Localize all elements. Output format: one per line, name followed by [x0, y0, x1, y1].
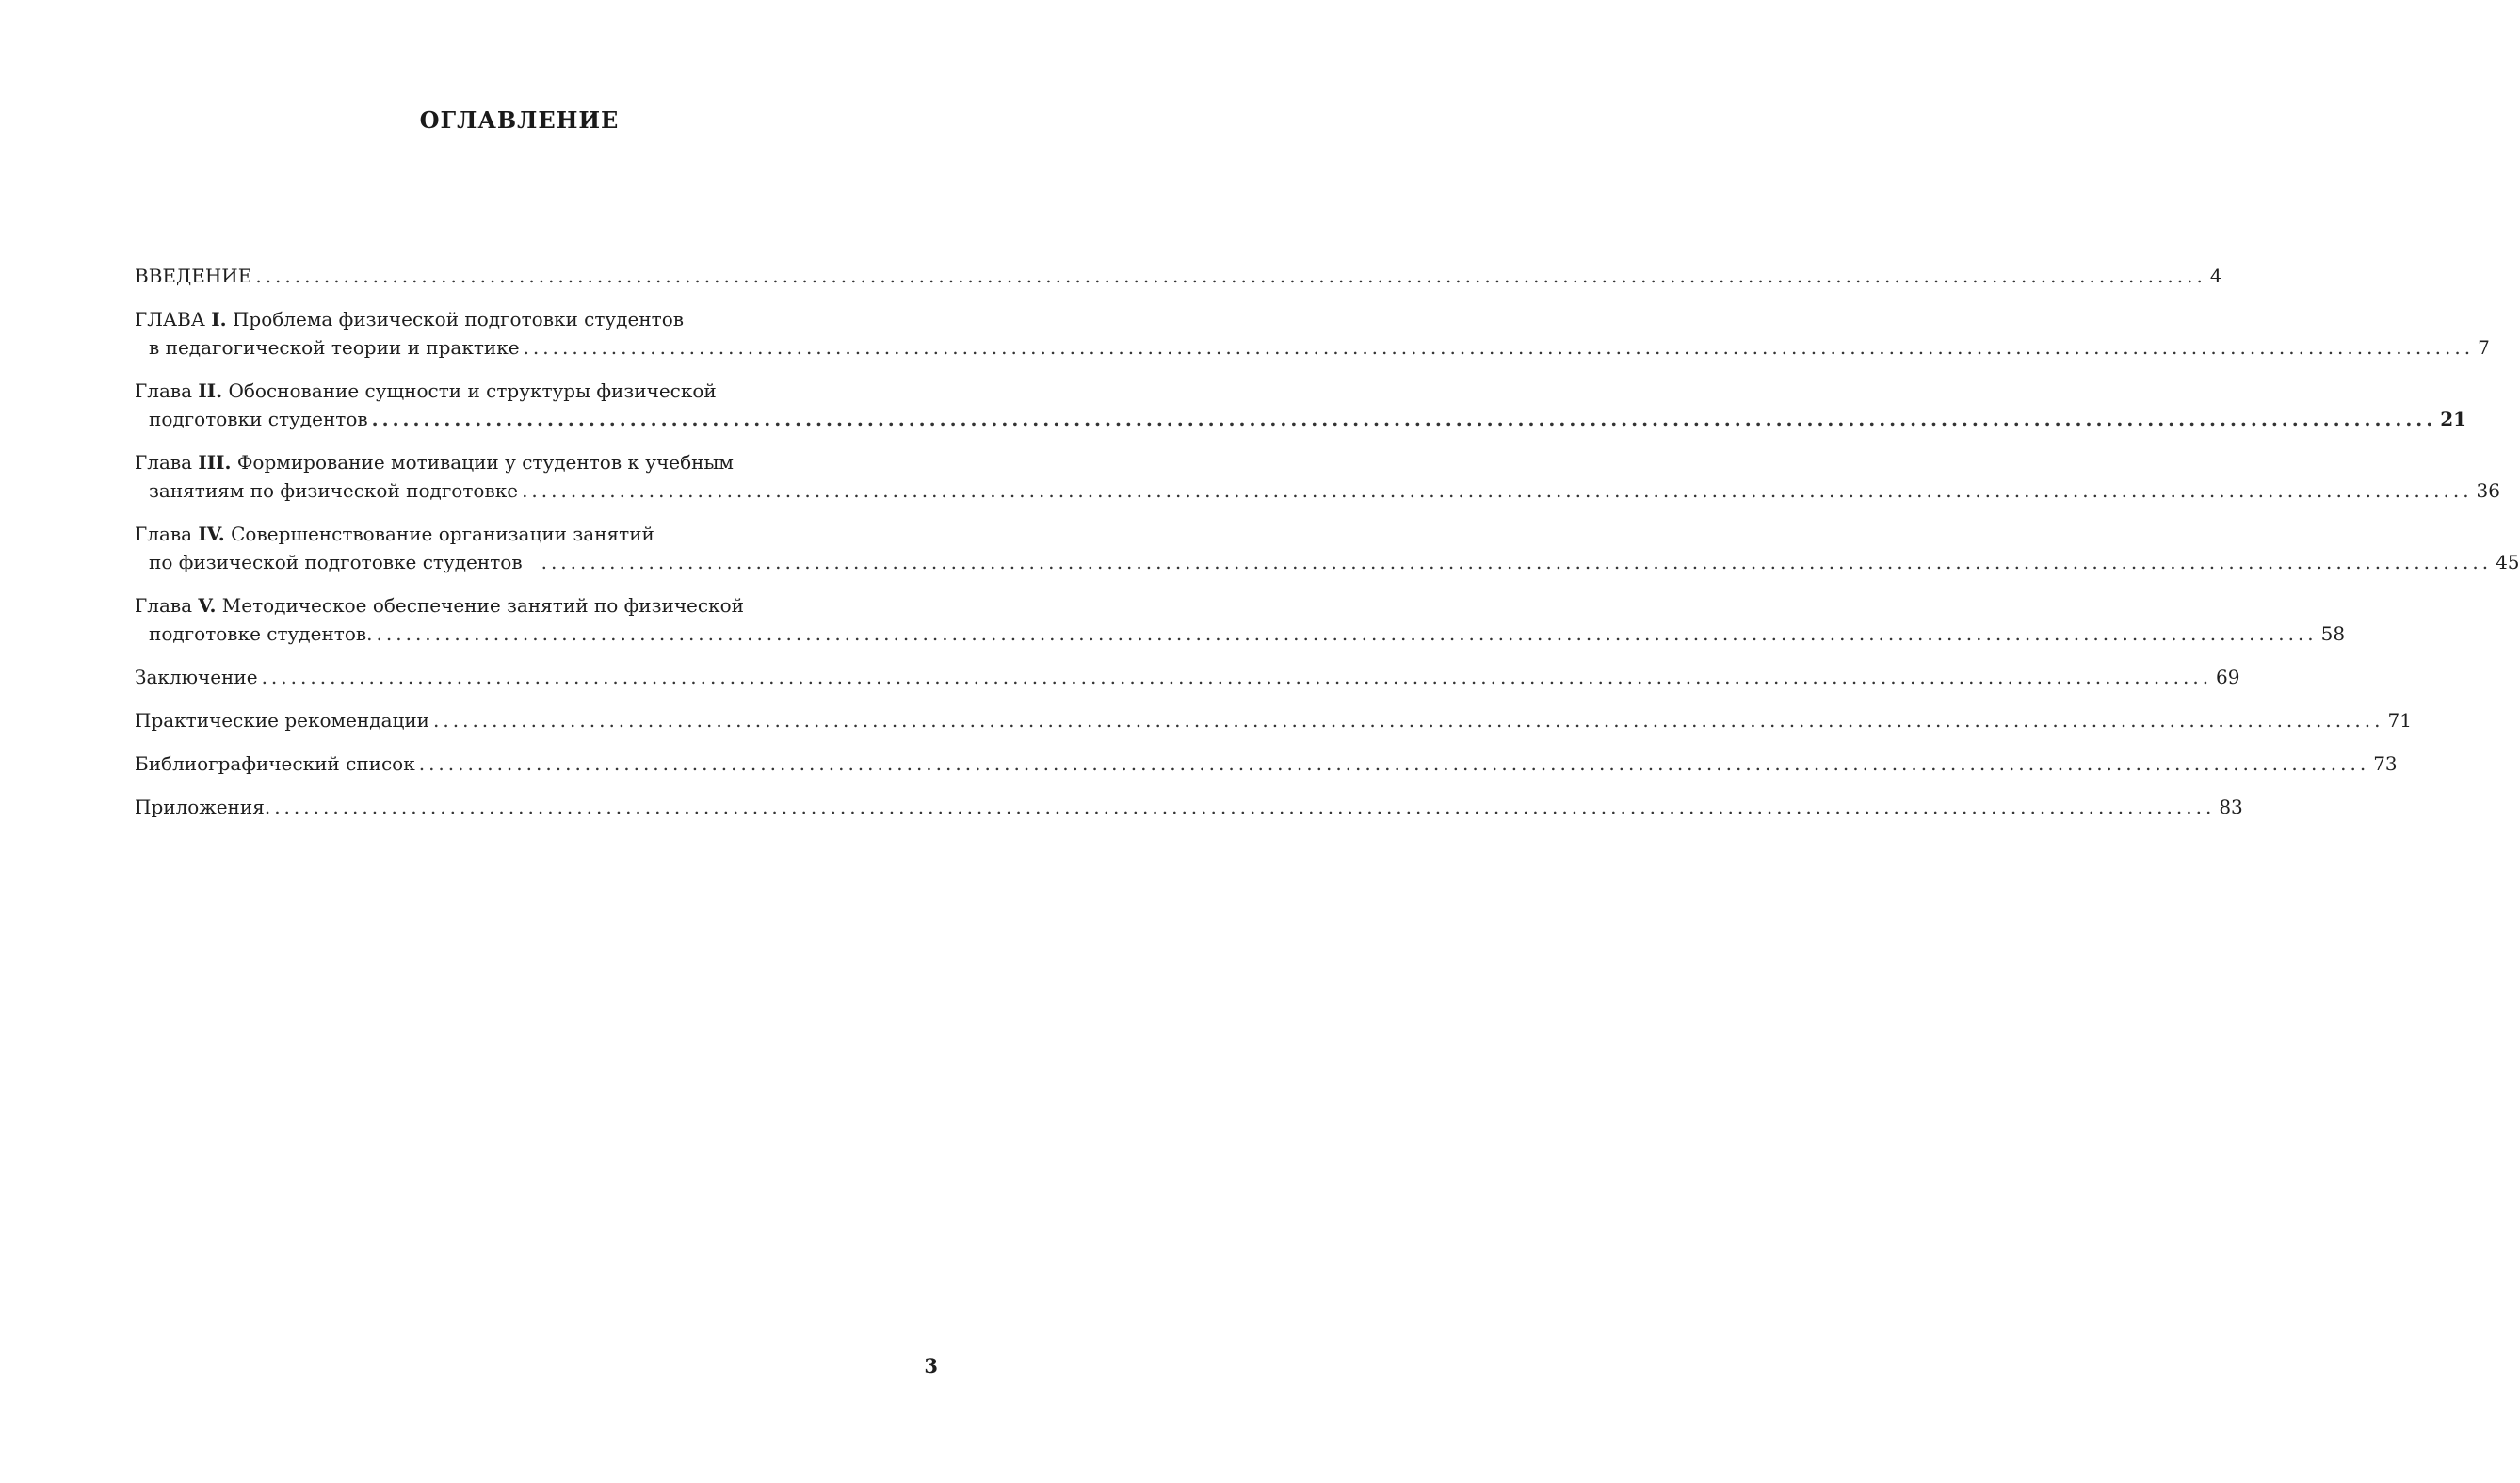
table-of-contents — [135, 262, 2520, 836]
toc-page-number: 71 — [2387, 709, 2412, 732]
chapter-title-line2: подготовки студентов — [149, 408, 368, 430]
toc-page-number: 69 — [2216, 666, 2240, 688]
toc-entry-label: Библиографический список — [135, 752, 415, 775]
chapter-number: IV. — [198, 523, 225, 545]
chapter-prefix: Глава — [135, 451, 193, 474]
dot-leader: ........................................................................................................................................................................................................ — [433, 709, 2384, 732]
chapter-title-line1: Обоснование сущности и структуры физической — [228, 379, 717, 402]
chapter-title-line2: в педагогической теории и практике — [149, 336, 520, 359]
toc-entry-conclusion[interactable] — [135, 663, 2240, 691]
toc-entry-label: Заключение — [135, 666, 258, 688]
chapter-title-line2: по физической подготовке студентов — [149, 551, 523, 573]
toc-page-number: 21 — [2440, 408, 2467, 430]
chapter-title-line1: Проблема физической подготовки студентов — [232, 308, 685, 330]
dot-leader: ........................................................................................................................................................................................................ — [255, 265, 2206, 287]
toc-entry-chapter-3[interactable] — [135, 448, 2500, 505]
chapter-title-line1: Совершенствование организации занятий — [231, 523, 654, 545]
chapter-number: I. — [211, 308, 227, 330]
dot-leader: ........................................................................................................................................................................................................ — [522, 479, 2473, 502]
toc-entry-chapter-2[interactable] — [135, 377, 2467, 433]
dot-leader: ........................................................................................................................................................................................................ — [366, 622, 2318, 645]
dot-leader: ........................................................................................................................................................................................................ — [523, 336, 2475, 359]
toc-page-number: 83 — [2219, 796, 2243, 818]
toc-entry-label: Приложения — [135, 796, 265, 818]
chapter-title-line1: Методическое обеспечение занятий по физической — [221, 594, 744, 617]
toc-entry-chapter-4[interactable] — [135, 520, 2520, 576]
toc-entry-intro[interactable] — [135, 262, 2222, 290]
chapter-title-line1: Формирование мотивации у студентов к учебным — [236, 451, 734, 474]
chapter-number: V. — [198, 594, 217, 617]
toc-page-number: 58 — [2320, 622, 2346, 645]
chapter-title-line2: подготовке студентов — [149, 622, 367, 645]
chapter-number: II. — [198, 379, 223, 402]
chapter-prefix: Глава — [135, 523, 193, 545]
toc-page-number: 73 — [2373, 752, 2398, 775]
chapter-prefix: Глава — [135, 379, 193, 402]
chapter-number: III. — [198, 451, 232, 474]
toc-entry-chapter-5[interactable] — [135, 591, 2346, 648]
toc-entry-bibliography[interactable] — [135, 750, 2398, 778]
toc-entry-recommendations[interactable] — [135, 706, 2412, 734]
toc-entry-label: ВВЕДЕНИЕ — [135, 265, 252, 287]
toc-page-number: 7 — [2478, 336, 2490, 359]
toc-entry-chapter-1[interactable] — [135, 305, 2490, 362]
chapter-prefix: Глава — [135, 594, 193, 617]
dot-leader: ........................................................................................................................................................................................................ — [261, 666, 2213, 688]
page-number: 3 — [924, 1354, 938, 1378]
toc-page-number: 36 — [2476, 479, 2500, 502]
toc-entry-label: Практические рекомендации — [135, 709, 430, 732]
page-title: ОГЛАВЛЕНИЕ — [419, 106, 620, 134]
chapter-prefix: ГЛАВА — [135, 308, 205, 330]
toc-entry-appendices[interactable] — [135, 793, 2243, 821]
dot-leader: ........................................................................................................................................................................................................ — [371, 408, 2437, 430]
chapter-title-line2: занятиям по физической подготовке — [149, 479, 519, 502]
dot-leader: ........................................................................................................................................................................................................ — [541, 551, 2493, 573]
dot-leader: ........................................................................................................................................................................................................ — [418, 752, 2370, 775]
dot-leader: ........................................................................................................................................................................................................ — [264, 796, 2216, 818]
toc-page-number: 45 — [2496, 551, 2520, 573]
toc-page-number: 4 — [2209, 265, 2222, 287]
